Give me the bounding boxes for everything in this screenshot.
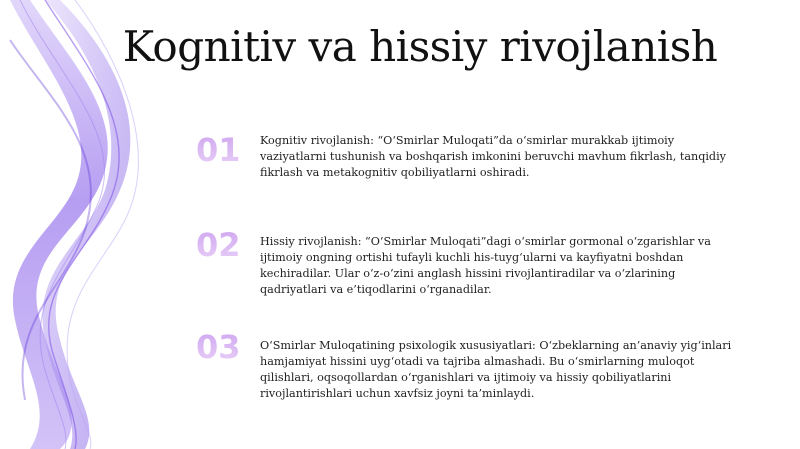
item-number: 01 xyxy=(196,133,246,167)
item-text: Hissiy rivojlanish: “O‘Smirlar Muloqati”dagi o‘smirlar gormonal o‘zgarishlar va ijtimoiy ongning ortishi tufayli kuchli his-tuyg‘ularni va kayfiyatni boshdan kechiradilar. Ular o‘z-o‘zini anglash hissini rivojlantiradilar va o‘zlarining qadriyatlari va e’tiqodlarini o‘rganadilar. xyxy=(260,235,711,296)
item-number: 03 xyxy=(196,330,246,364)
item-number: 02 xyxy=(196,228,246,262)
item-text: O‘Smirlar Muloqatining psixologik xususiyatlari: O‘zbeklarning an’anaviy yig‘inlari hamjamiyat hissini uyg‘otadi va tajriba almashadi. Bu o‘smirlarning muloqot qilishlari, oqsoqollardan o‘rganishlari va ijtimoiy va hissiy qobiliyatlarini rivojlantirishlari uchun xavfsiz joyni ta’minlaydi. xyxy=(260,339,732,400)
item-text: Kognitiv rivojlanish: “O‘Smirlar Muloqati”da o‘smirlar murakkab ijtimoiy vaziyatlarni tushunish va boshqarish imkonini beruvchi mavhum fikrlash, tanqidiy fikrlash va metakognitiv qobiliyatlarni oshiradi. xyxy=(260,134,726,179)
slide-title: Kognitiv va hissiy rivojlanish xyxy=(122,22,718,71)
